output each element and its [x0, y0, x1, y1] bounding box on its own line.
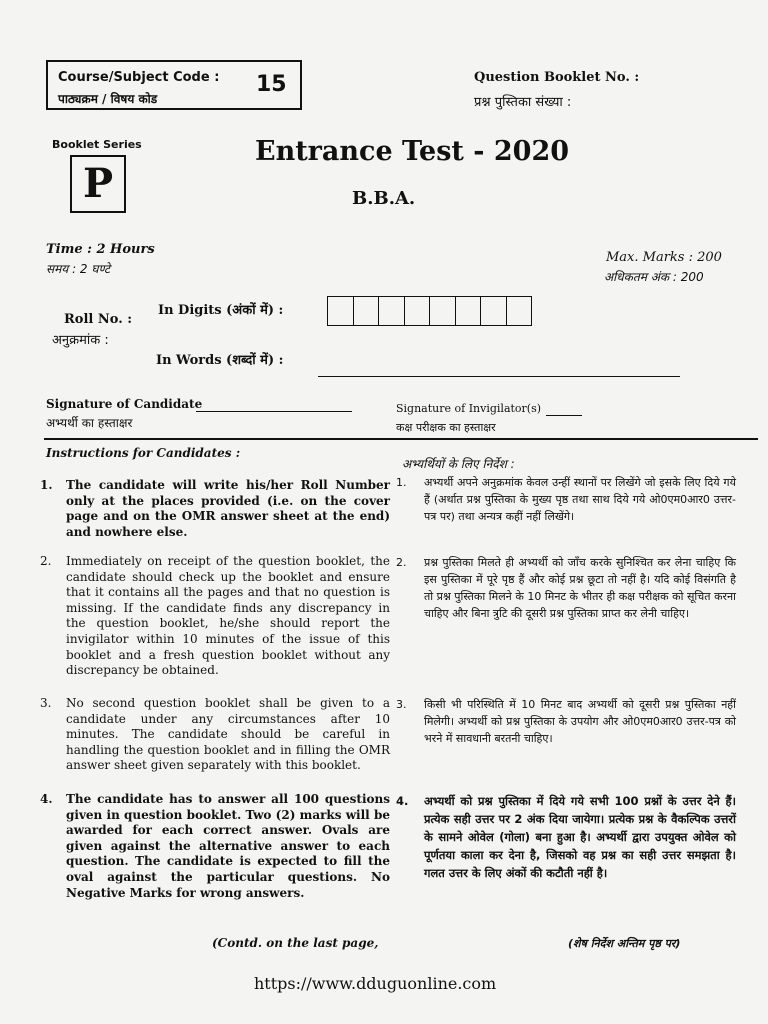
instruction-text: The candidate will write his/her Roll Number only at the places provided (i.e. on the cover page and on the OMR answer sheet at the end) and nowhere else.: [66, 478, 390, 539]
instruction-number-hindi: 2.: [396, 556, 407, 569]
invigilator-signature-label-hindi: कक्ष परीक्षक का हस्ताक्षर: [396, 421, 496, 434]
instruction-text-hindi: अभ्यर्थी अपने अनुक्रमांक केवल उन्हीं स्थानों पर लिखेंगे जो इसके लिए दिये गये हैं (अर्थात प्रश्न पुस्तिका के मुख्य पृष्ठ तथा साथ दिये गये ओ0एम0आर0 उत्तर-पत्र पर) तथा अन्यत्र कहीं नहीं लिखेंगे।: [424, 476, 736, 523]
booklet-series-value: P: [70, 155, 126, 213]
time-label-hindi: समय : 2 घण्टे: [46, 262, 111, 276]
instruction-hi-4: [396, 792, 736, 882]
instruction-hi-1: [396, 474, 736, 525]
question-booklet-label: Question Booklet No. :: [474, 70, 640, 85]
section-divider: [44, 438, 758, 440]
instruction-en-3: [40, 696, 390, 774]
candidate-signature-label: Signature of Candidate: [46, 397, 203, 411]
instruction-en-4: [40, 792, 390, 901]
instruction-hi-2: [396, 554, 736, 622]
digit-cell[interactable]: [405, 297, 431, 325]
invigilator-signature-line[interactable]: [546, 415, 582, 416]
time-label: Time : 2 Hours: [46, 242, 155, 257]
instruction-text-hindi: प्रश्न पुस्तिका मिलते ही अभ्यर्थी को जाँच करके सुनिश्चित कर लेना चाहिए कि इस पुस्तिका में पूरे पृष्ठ हैं और कोई प्रश्न छूटा तो नहीं है। यदि कोई विसंगति है तो प्रश्न पुस्तिका मिलने के 10 मिनट के भीतर ही कक्ष परीक्षक को सूचित करना चाहिए और बिना त्रुटि की दूसरी प्रश्न पुस्तिका प्राप्त कर लेनी चाहिए।: [424, 556, 736, 620]
page-title: Entrance Test - 2020: [255, 136, 570, 167]
course-code-box: [46, 60, 302, 110]
roll-number-label-hindi: अनुक्रमांक :: [52, 333, 109, 348]
digit-cell[interactable]: [481, 297, 507, 325]
question-booklet-label-hindi: प्रश्न पुस्तिका संख्या :: [474, 95, 572, 110]
course-code-label-hindi: पाठ्यक्रम / विषय कोड: [58, 92, 158, 106]
instruction-number: 2.: [40, 554, 52, 568]
instructions-heading: Instructions for Candidates :: [46, 446, 241, 460]
roll-number-label: Roll No. :: [64, 312, 133, 327]
instruction-number-hindi: 3.: [396, 698, 407, 711]
digit-cell[interactable]: [456, 297, 482, 325]
instruction-text-hindi: अभ्यर्थी को प्रश्न पुस्तिका में दिये गये सभी 100 प्रश्नों के उत्तर देने हैं। प्रत्येक सही उत्तर पर 2 अंक दिया जायेगा। प्रत्येक प्रश्न के वैकल्पिक उत्तरों के सामने ओवेल (गोला) बना हुआ है। अभ्यर्थी द्वारा उपयुक्त ओवेल को पूर्णतया काला कर देना है, जिसको वह प्रश्न का सही उत्तर समझता है। गलत उत्तर के लिए अंकों की कटौती नहीं है।: [424, 794, 736, 880]
instruction-number: 4.: [40, 792, 53, 806]
course-code-label: Course/Subject Code :: [58, 70, 220, 85]
instruction-number: 3.: [40, 696, 52, 710]
booklet-series-label: Booklet Series: [52, 138, 142, 151]
instruction-hi-3: [396, 696, 736, 747]
roll-digits-label: In Digits (अंकों में) :: [158, 303, 284, 318]
invigilator-signature-label: Signature of Invigilator(s): [396, 402, 542, 415]
digit-cell[interactable]: [430, 297, 456, 325]
instruction-text: Immediately on receipt of the question booklet, the candidate should check up the booklet and ensure that it contains all the pages and that no question is missing. If the candidate finds any discrepancy in the question booklet, he/she should report the invigilator within 10 minutes of the issue of this booklet and a fresh question booklet without any discrepancy be obtained.: [66, 554, 390, 678]
instruction-text: No second question booklet shall be given to a candidate under any circumstances after 10 minutes. The candidate should be careful in handling the question booklet and in filling the OMR answer sheet given separately with this booklet.: [66, 696, 390, 773]
digit-cell[interactable]: [328, 297, 354, 325]
footer-url[interactable]: https://www.dduguonline.com: [254, 974, 497, 993]
roll-digits-field[interactable]: [327, 296, 532, 326]
continued-note: (Contd. on the last page,: [212, 936, 379, 950]
instruction-number-hindi: 4.: [396, 794, 409, 808]
instruction-number-hindi: 1.: [396, 476, 407, 489]
digit-cell[interactable]: [379, 297, 405, 325]
max-marks-label-hindi: अधिकतम अंक : 200: [604, 270, 704, 284]
instruction-text: The candidate has to answer all 100 questions given in question booklet. Two (2) marks will be awarded for each correct answer. Ovals are given against the alternative answer to each question. The candidate is expected to fill the oval against the particular questions. No Negative Marks for wrong answers.: [66, 792, 390, 900]
candidate-signature-label-hindi: अभ्यर्थी का हस्ताक्षर: [46, 416, 133, 430]
instruction-text-hindi: किसी भी परिस्थिति में 10 मिनट बाद अभ्यर्थी को दूसरी प्रश्न पुस्तिका नहीं मिलेगी। अभ्यर्थी को प्रश्न पुस्तिका के उपयोग और ओ0एम0आर0 उत्तर-पत्र को भरने में सावधानी बरतनी चाहिए।: [424, 698, 736, 745]
instruction-en-2: [40, 554, 390, 679]
page-subtitle: B.B.A.: [352, 188, 416, 209]
instructions-heading-hindi: अभ्यर्थियों के लिए निर्देश :: [402, 457, 515, 471]
roll-words-field[interactable]: [318, 376, 680, 377]
candidate-signature-line[interactable]: [196, 411, 352, 412]
instruction-number: 1.: [40, 478, 53, 492]
digit-cell[interactable]: [507, 297, 532, 325]
digit-cell[interactable]: [354, 297, 380, 325]
max-marks-label: Max. Marks : 200: [606, 250, 722, 265]
instruction-en-1: [40, 478, 390, 540]
continued-note-hindi: (शेष निर्देश अन्तिम पृष्ठ पर): [568, 937, 681, 950]
roll-words-label: In Words (शब्दों में) :: [156, 353, 284, 368]
course-code-value: 15: [256, 72, 287, 97]
